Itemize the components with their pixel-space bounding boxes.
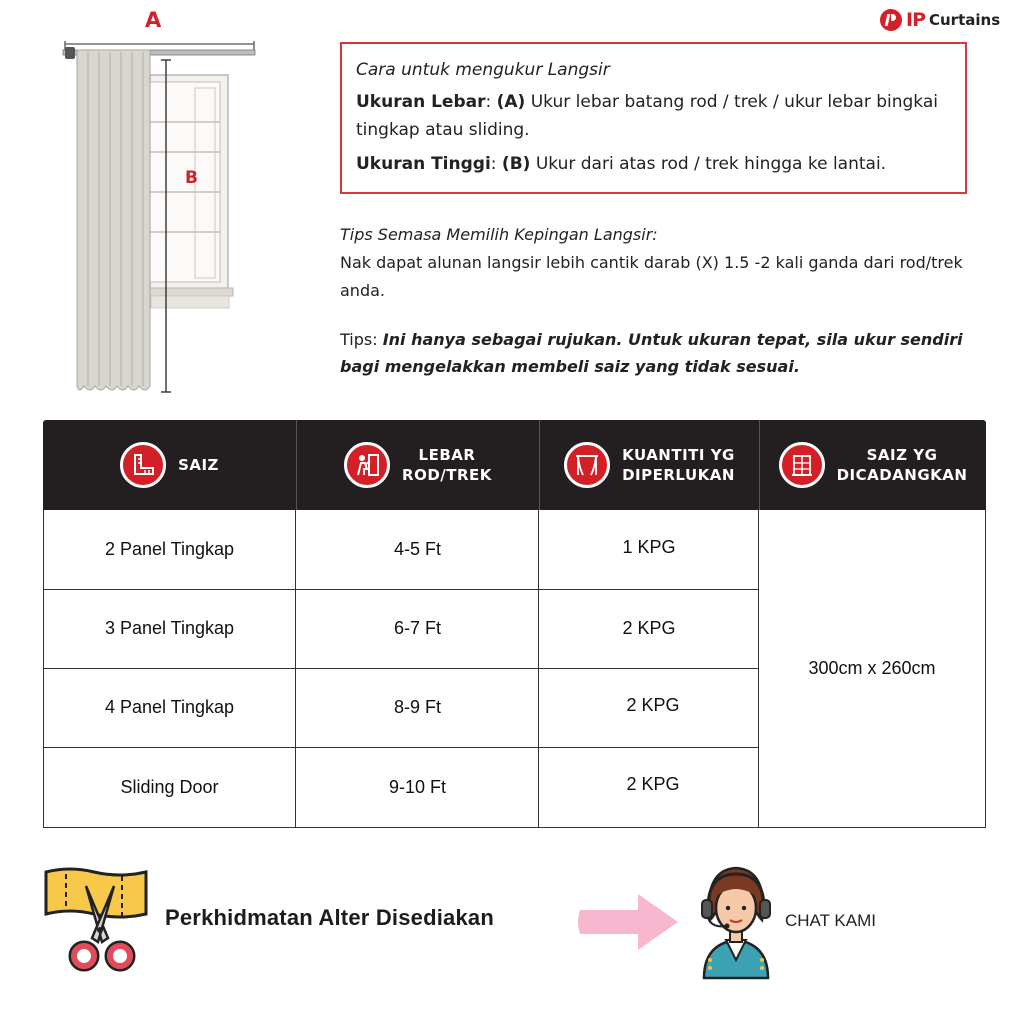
width-label: Ukuran Lebar — [356, 92, 486, 112]
width-text: Ukur lebar batang rod / trek / ukur lebar bingkai tingkap atau sliding. — [356, 92, 938, 140]
cell-size-3: 4 Panel Tingkap — [104, 697, 235, 717]
scissors-alter-icon — [42, 866, 154, 978]
measure-guide-box — [340, 42, 967, 194]
cell-qty-1: 1 KPG — [622, 537, 676, 557]
curtain-icon — [564, 442, 610, 488]
table-header — [43, 420, 986, 510]
tips-note — [340, 326, 1000, 380]
cell-qty-4: 2 KPG — [626, 773, 680, 794]
height-text: Ukur dari atas rod / trek hingga ke lantai. — [530, 154, 887, 174]
curtain-measure-illustration — [55, 38, 265, 400]
cell-qty-2: 2 KPG — [622, 618, 676, 638]
header-saiz-label: SAIZ — [178, 456, 219, 474]
tips-section — [340, 221, 1010, 305]
tips-note-text: Ini hanya sebagai rujukan. Untuk ukuran tepat, sila ukur sendiri bagi mengelakkan membeli saiz yang tidak sesuai. — [340, 330, 963, 376]
measuring-window-icon — [344, 442, 390, 488]
cell-width-4: 9-10 Ft — [388, 776, 447, 797]
cell-qty-3: 2 KPG — [626, 695, 680, 715]
header-kuantiti — [540, 420, 759, 510]
cell-width-1: 4-5 Ft — [393, 539, 441, 559]
chat-button[interactable]: CHAT KAMI — [785, 911, 876, 930]
size-table — [43, 420, 986, 828]
header-dicadangkan — [760, 420, 986, 510]
header-kuantiti-label: KUANTITI YG DIPERLUKAN — [622, 446, 735, 484]
logo-curtains-text: Curtains — [929, 11, 1001, 29]
cell-size-4: Sliding Door — [120, 776, 219, 797]
window-frame-icon — [779, 442, 825, 488]
ruler-icon — [120, 442, 166, 488]
label-a: A — [145, 8, 162, 32]
alter-service-text: Perkhidmatan Alter Disediakan — [165, 905, 494, 930]
brand-logo — [880, 9, 1000, 31]
customer-support-icon[interactable] — [696, 860, 776, 980]
tips-heading: Tips Semasa Memilih Kepingan Langsir: — [340, 225, 658, 244]
guide-height: Ukuran Tinggi: (B) Ukur dari atas rod / trek hingga ke lantai. — [356, 154, 887, 174]
arrow-right-icon — [574, 890, 684, 954]
header-saiz — [43, 420, 296, 510]
label-b: B — [185, 168, 198, 188]
tips-body: Nak dapat alunan langsir lebih cantik darab (X) 1.5 -2 kali ganda dari rod/trek anda. — [340, 253, 963, 300]
tips-label: Tips: — [340, 330, 383, 349]
width-marker: (A) — [496, 92, 526, 112]
cell-width-2: 6-7 Ft — [393, 618, 441, 638]
cell-size-2: 3 Panel Tingkap — [104, 618, 235, 638]
cell-recommended: 300cm x 260cm — [808, 658, 936, 678]
height-label: Ukuran Tinggi — [356, 154, 491, 174]
header-dicadangkan-label: SAIZ YG DICADANGKAN — [836, 446, 968, 484]
header-lebar-label: LEBAR ROD/TREK — [402, 446, 492, 484]
cell-size-1: 2 Panel Tingkap — [104, 539, 235, 559]
logo-mark-icon — [880, 9, 902, 31]
cell-width-3: 8-9 Ft — [393, 697, 441, 717]
guide-width: Ukuran Lebar: (A) Ukur lebar batang rod / trek / ukur lebar bingkai tingkap atau sliding. — [356, 92, 938, 140]
height-marker: (B) — [501, 154, 531, 174]
guide-title: Cara untuk mengukur Langsir — [356, 60, 610, 80]
logo-ip-text: IP — [906, 9, 925, 31]
header-lebar — [297, 420, 539, 510]
